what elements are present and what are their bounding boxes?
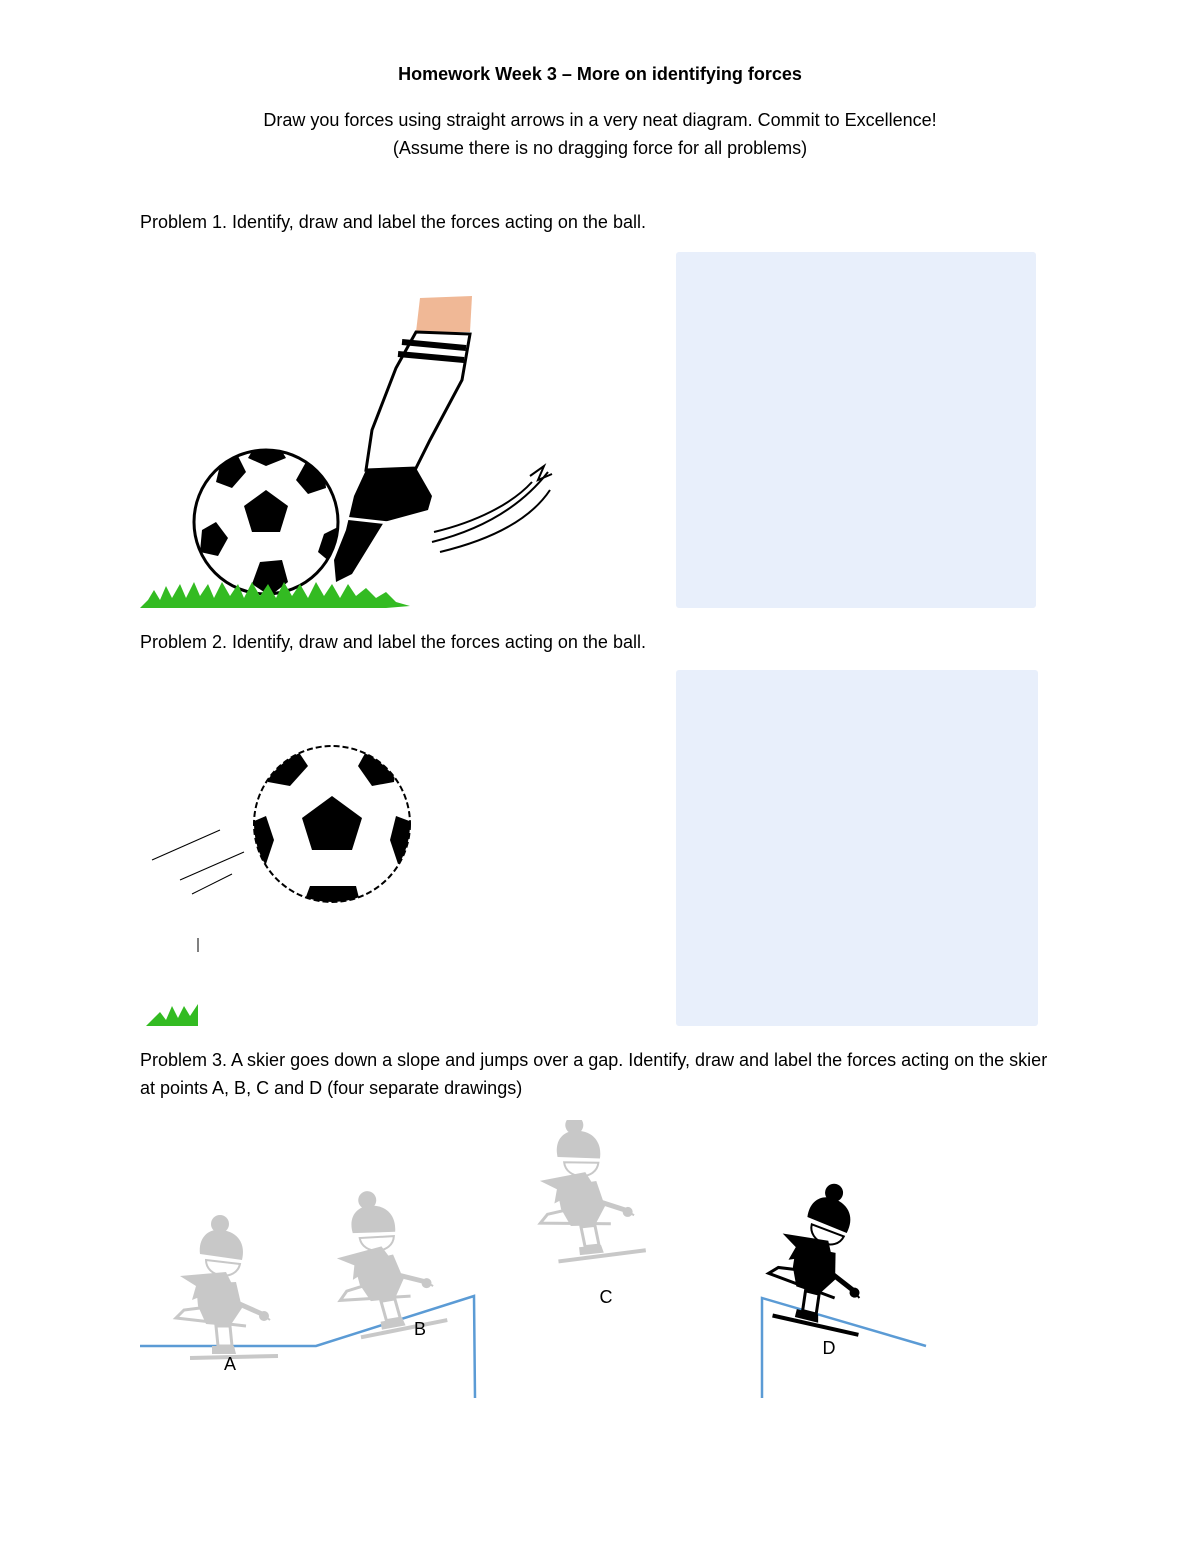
point-label-d: D — [822, 1338, 836, 1358]
soccer-ball-icon — [252, 746, 412, 902]
point-label-c: C — [599, 1287, 613, 1307]
skier-c-icon — [530, 1120, 646, 1263]
answer-box-problem-1[interactable] — [676, 252, 1036, 608]
skier-a-icon — [176, 1215, 278, 1358]
skier-d-icon — [759, 1173, 893, 1336]
answer-box-problem-2[interactable] — [676, 670, 1038, 1026]
soccer-ball-icon — [194, 448, 346, 596]
grass-icon — [146, 1004, 198, 1026]
skier-course-illustration — [140, 1120, 940, 1410]
point-label-a: A — [223, 1354, 237, 1374]
kicked-ball-illustration — [140, 290, 560, 610]
instructions-line-2: (Assume there is no dragging force for all problems) — [392, 138, 808, 158]
ball-in-flight-illustration — [140, 730, 430, 1030]
page-title: Homework Week 3 – More on identifying forces — [398, 64, 802, 84]
skier-b-icon — [322, 1181, 447, 1340]
problem-3-text: Problem 3. A skier goes down a slope and jumps over a gap. Identify, draw and label the forces acting on the skier at points A, B, C and D (four separate drawings) — [140, 1050, 1048, 1098]
problem-1-text: Problem 1. Identify, draw and label the forces acting on the ball. — [140, 212, 646, 232]
motion-lines-icon — [152, 830, 244, 952]
problem-2-text: Problem 2. Identify, draw and label the forces acting on the ball. — [140, 632, 646, 652]
motion-lines-icon — [432, 466, 552, 552]
point-label-b: B — [413, 1319, 427, 1339]
kicking-leg-icon — [334, 296, 472, 582]
instructions-line-1: Draw you forces using straight arrows in a very neat diagram. Commit to Excellence! — [263, 110, 937, 130]
